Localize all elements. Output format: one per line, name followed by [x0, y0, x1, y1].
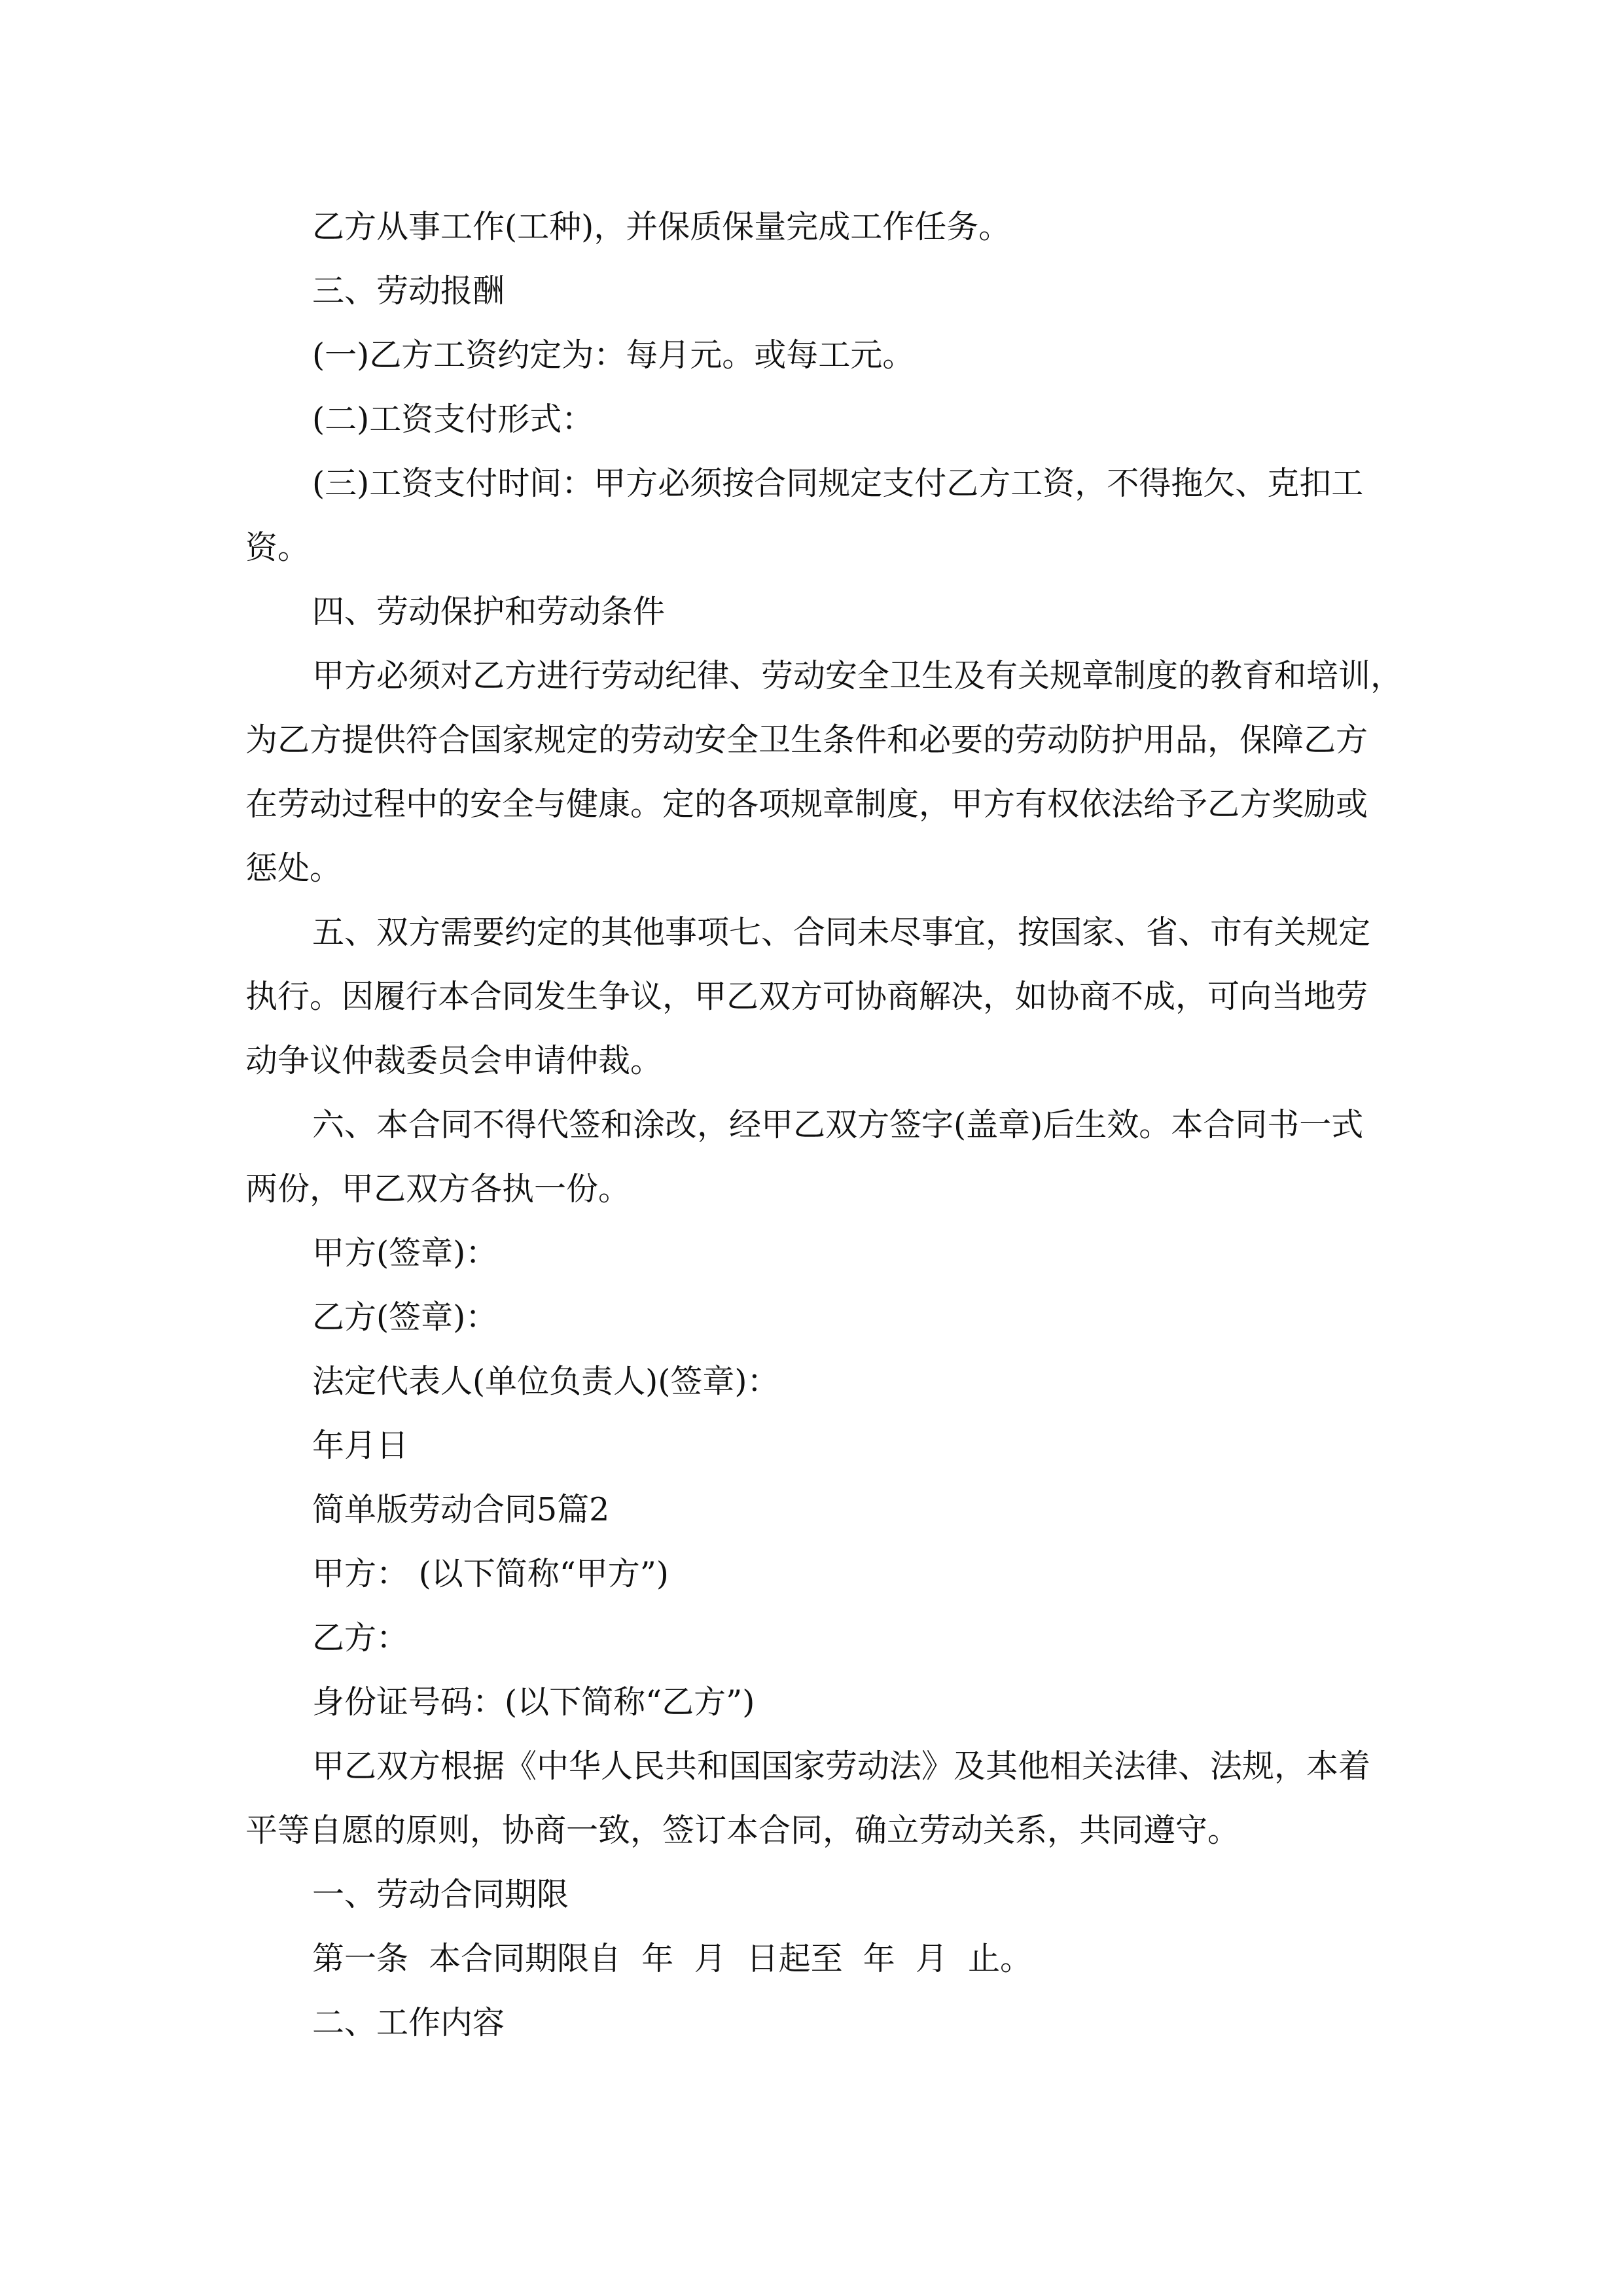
other-matters-row-1: 五、双方需要约定的其他事项七、合同未尽事宜，按国家、省、市有关规定 [312, 914, 1371, 951]
wage-time-row-2: 资。 [245, 529, 310, 566]
other-matters-row-2: 执行。因履行本合同发生争议，甲乙双方可协商解决，如协商不成，可向当地劳 [245, 978, 1368, 1015]
party-a-line: 甲方： (以下简称“甲方”) [312, 1555, 669, 1592]
protection-row-2: 为乙方提供符合国家规定的劳动安全卫生条件和必要的劳动防护用品，保障乙方 [245, 721, 1368, 759]
party-b-line: 乙方： [312, 1619, 409, 1657]
other-matters-paragraph [245, 901, 1394, 1093]
date-line: 年月日 [312, 1427, 409, 1464]
legal-representative-signature-line: 法定代表人(单位负责人)(签章)： [312, 1363, 779, 1400]
id-number-line: 身份证号码：(以下简称“乙方”) [312, 1683, 755, 1721]
other-matters-row-3: 动争议仲裁委员会申请仲裁。 [245, 1042, 663, 1079]
protection-row-3: 在劳动过程中的安全与健康。定的各项规章制度，甲方有权依法给予乙方奖励或 [245, 785, 1368, 823]
protection-row-1: 甲方必须对乙方进行劳动纪律、劳动安全卫生及有关规章制度的教育和培训， [312, 657, 1403, 694]
legal-basis-row-1: 甲乙双方根据《中华人民共和国国家劳动法》及其他相关法律、法规，本着 [312, 1748, 1371, 1785]
party-b-signature-line: 乙方(签章)： [312, 1299, 498, 1336]
party-a-signature-line: 甲方(签章)： [312, 1234, 498, 1272]
protection-row-4: 惩处。 [245, 850, 342, 887]
protection-paragraph [245, 644, 1403, 901]
signing-row-1: 六、本合同不得代签和涂改，经甲乙双方签字(盖章)后生效。本合同书一式 [312, 1106, 1364, 1143]
section-heading-work-content: 二、工作内容 [312, 2004, 505, 2041]
wage-time-row-1: (三)工资支付时间：甲方必须按合同规定支付乙方工资，不得拖欠、克扣工 [312, 465, 1364, 502]
legal-basis-row-2: 平等自愿的原则，协商一致，签订本合同，确立劳动关系，共同遵守。 [245, 1812, 1240, 1849]
legal-basis-paragraph [245, 1734, 1394, 1863]
wage-amount-clause: (一)乙方工资约定为：每月元。或每工元。 [312, 336, 915, 374]
section-heading-term: 一、劳动合同期限 [312, 1876, 569, 1913]
work-type-clause: 乙方从事工作(工种)，并保质保量完成工作任务。 [312, 208, 1011, 245]
document-body [245, 195, 1403, 2055]
wage-form-clause: (二)工资支付形式： [312, 401, 594, 438]
wage-time-paragraph [245, 452, 1394, 580]
signing-paragraph [245, 1093, 1394, 1221]
second-contract-title: 简单版劳动合同5篇2 [312, 1491, 610, 1528]
signing-row-2: 两份，甲乙双方各执一份。 [245, 1170, 631, 1208]
article-one-clause: 第一条 本合同期限自 年 月 日起至 年 月 止。 [312, 1940, 1033, 1977]
section-heading-protection: 四、劳动保护和劳动条件 [312, 593, 666, 630]
section-heading-remuneration: 三、劳动报酬 [312, 272, 505, 310]
